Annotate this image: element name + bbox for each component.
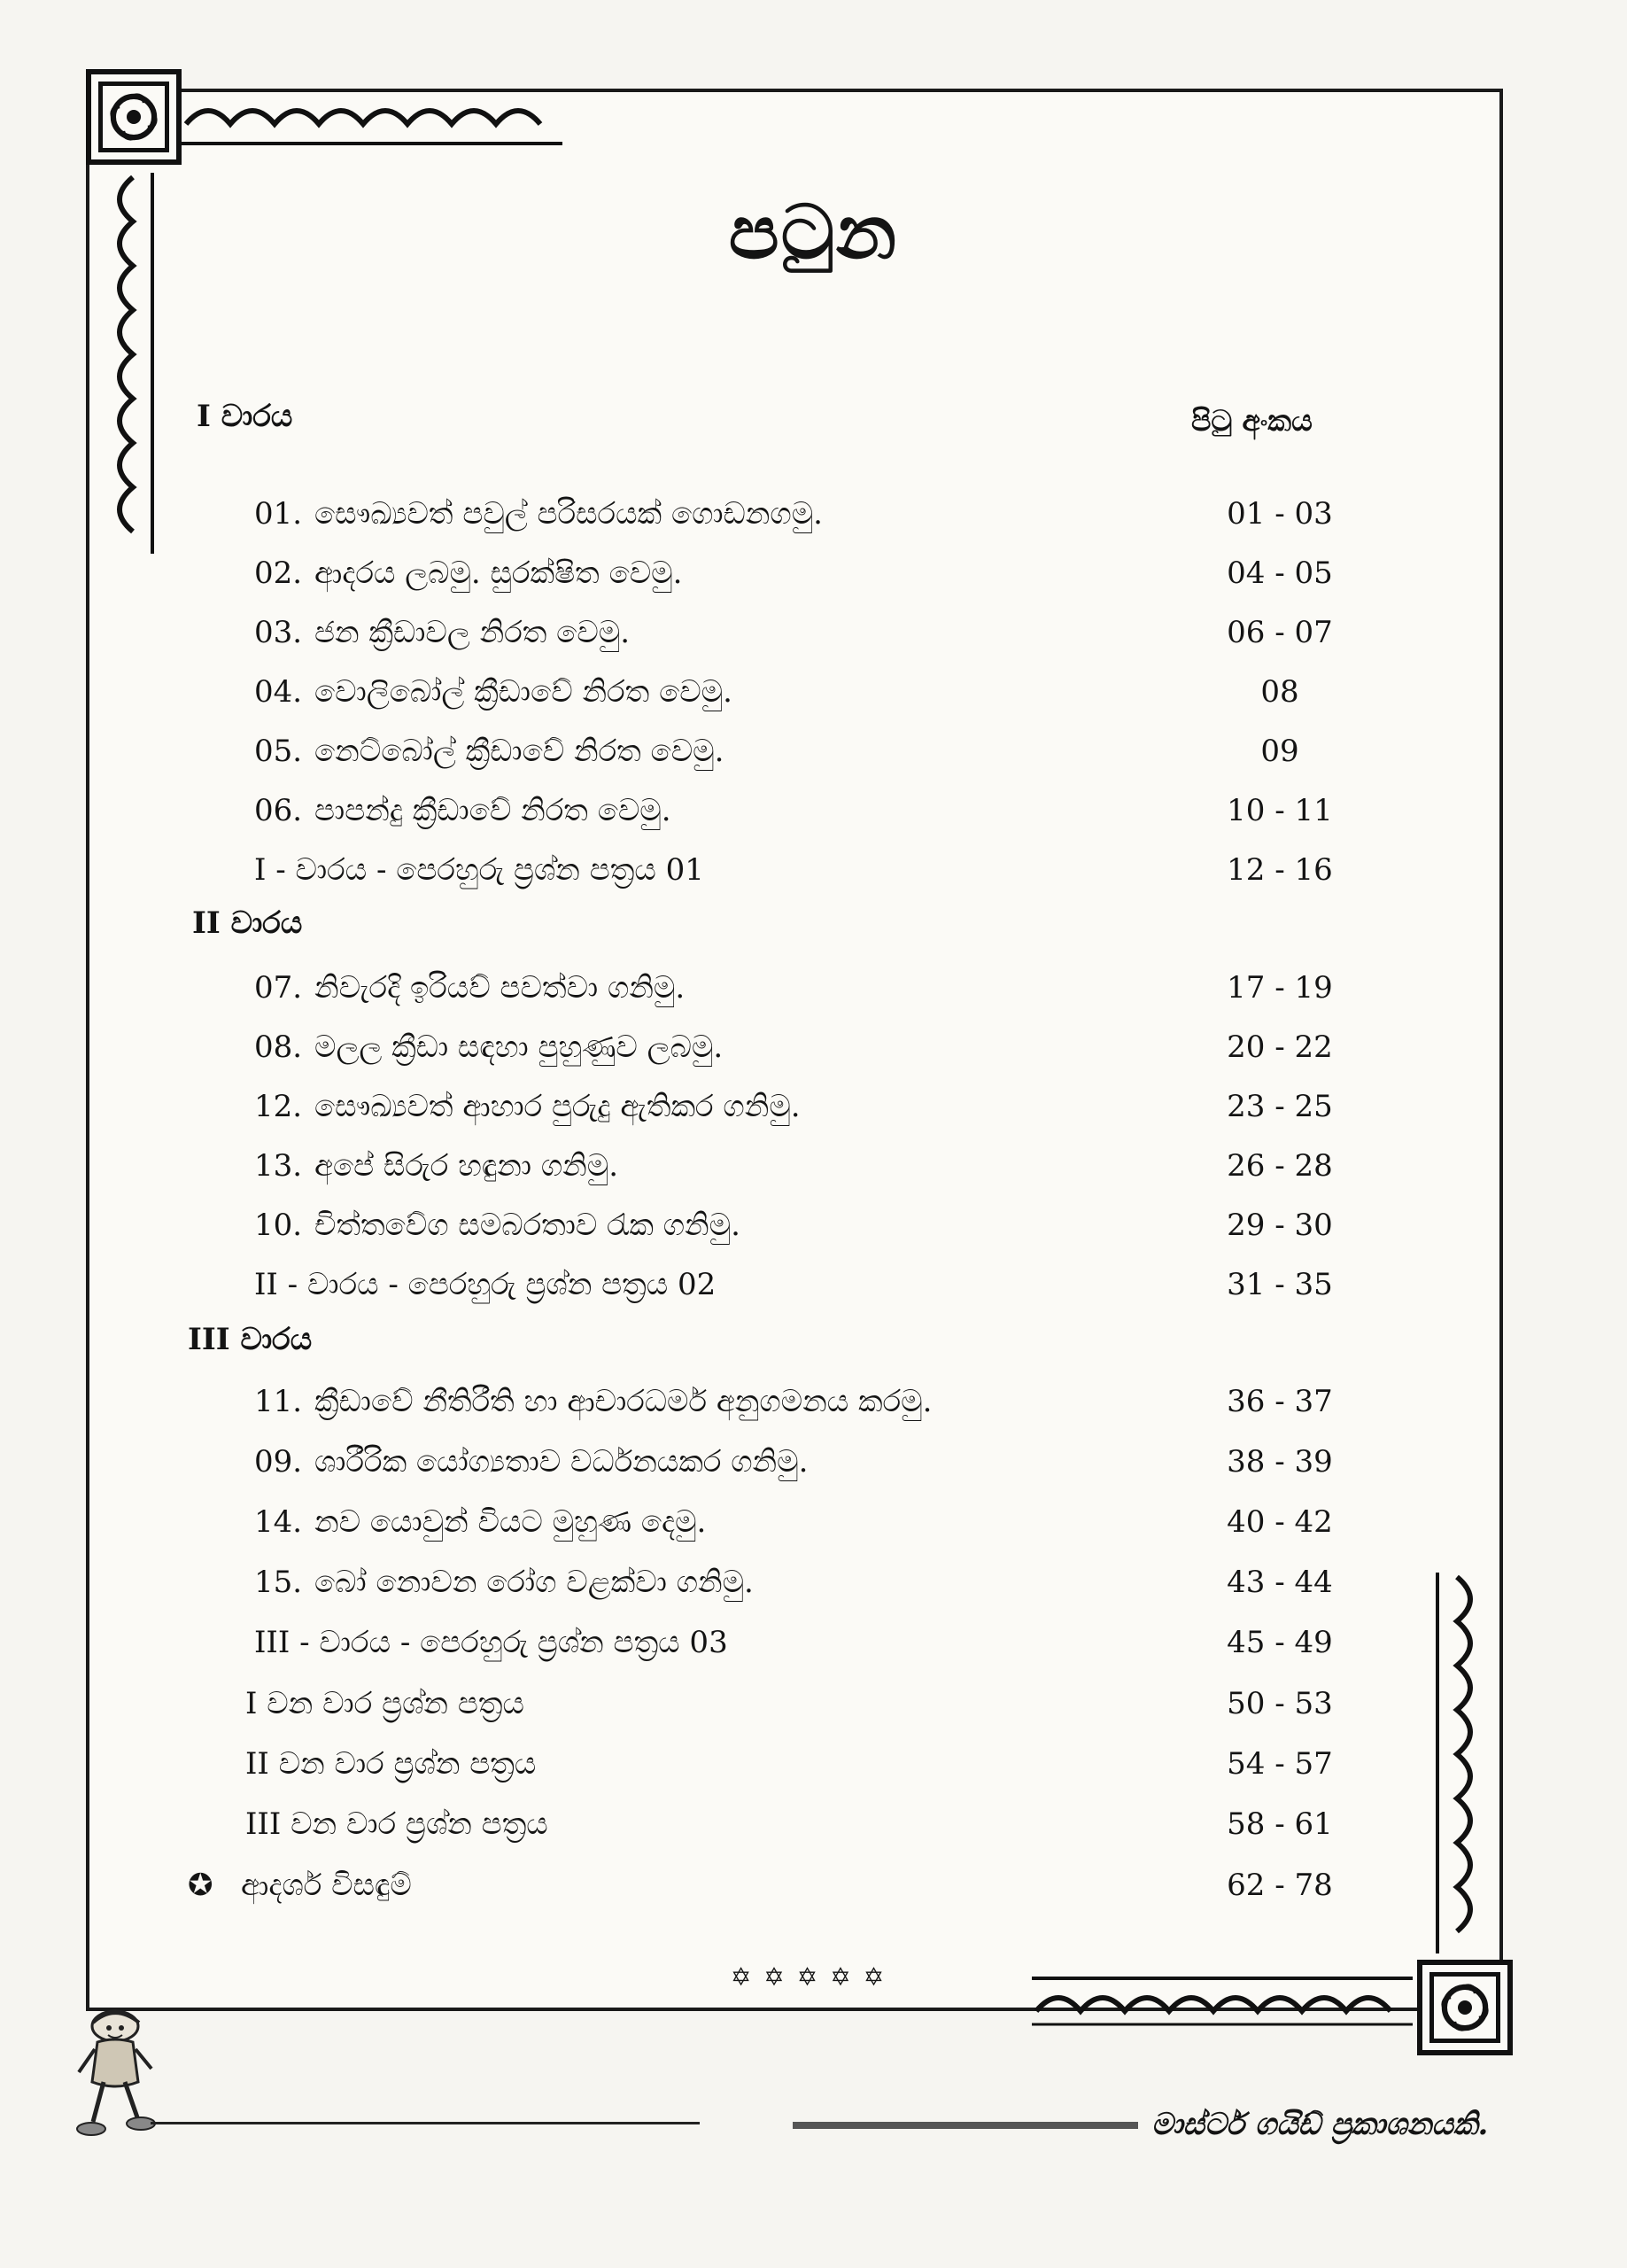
toc-pages: 62 - 78 bbox=[1227, 1868, 1333, 1903]
toc-number: 03. bbox=[254, 615, 303, 650]
toc-pages: 31 - 35 bbox=[1227, 1267, 1333, 1302]
toc-row bbox=[0, 793, 1627, 846]
toc-title: ක්‍රීඩාවේ නීතිරීති හා ආචාරධර්ම අනුගමනය කරමු. bbox=[314, 1384, 933, 1419]
toc-row bbox=[0, 674, 1627, 727]
toc-pages: 20 - 22 bbox=[1227, 1029, 1333, 1065]
section-heading-term-1: I වාරය bbox=[197, 399, 293, 434]
toc-pages: 04 - 05 bbox=[1227, 555, 1333, 591]
toc-number: 01. bbox=[254, 496, 303, 532]
toc-row bbox=[0, 1384, 1627, 1437]
toc-row-practice-paper bbox=[0, 1267, 1627, 1320]
toc-title: මලල ක්‍රීඩා සඳහා පුහුණුව ලබමු. bbox=[314, 1029, 724, 1065]
toc-title: ජන ක්‍රීඩාවල නිරත වෙමු. bbox=[314, 615, 631, 650]
toc-number: 08. bbox=[254, 1029, 303, 1065]
toc-row bbox=[0, 1208, 1627, 1261]
corner-ornament-top-left bbox=[86, 69, 182, 165]
page-number-header: පිටු අංකය bbox=[1191, 403, 1313, 438]
toc-pages: 40 - 42 bbox=[1227, 1504, 1333, 1540]
toc-row bbox=[0, 496, 1627, 549]
toc-title: ආදරය ලබමු. සුරක්ෂිත වෙමු. bbox=[314, 555, 683, 591]
toc-number: 07. bbox=[254, 970, 303, 1006]
toc-number: 05. bbox=[254, 734, 303, 769]
toc-pages: 08 bbox=[1260, 674, 1299, 710]
toc-title: III - වාරය - පෙරහුරු ප්‍රශ්න පත්‍රය 03 bbox=[254, 1625, 728, 1660]
toc-pages: 50 - 53 bbox=[1227, 1686, 1333, 1721]
toc-title: චිත්තවේග සමබරතාව රැක ගනිමු. bbox=[314, 1208, 740, 1243]
toc-pages: 45 - 49 bbox=[1227, 1625, 1333, 1660]
toc-title: ශාරීරික යෝග්‍යතාව වර්ධනයකර ගනිමු. bbox=[314, 1444, 809, 1480]
toc-title: ආදර්ශ විසඳුම් bbox=[241, 1868, 412, 1903]
toc-row bbox=[0, 1089, 1627, 1142]
toc-title: II වන වාර ප්‍රශ්න පත්‍රය bbox=[245, 1746, 537, 1782]
toc-row-practice-paper bbox=[0, 1625, 1627, 1678]
toc-pages: 09 bbox=[1260, 734, 1299, 769]
toc-row bbox=[0, 615, 1627, 668]
toc-row-term-paper bbox=[0, 1746, 1627, 1799]
toc-pages: 36 - 37 bbox=[1227, 1384, 1333, 1419]
toc-row bbox=[0, 970, 1627, 1023]
toc-pages: 29 - 30 bbox=[1227, 1208, 1333, 1243]
toc-row-practice-paper bbox=[0, 852, 1627, 905]
footer-rule-right bbox=[793, 2122, 1138, 2129]
toc-number: 14. bbox=[254, 1504, 303, 1540]
toc-pages: 26 - 28 bbox=[1227, 1148, 1333, 1184]
toc-pages: 58 - 61 bbox=[1227, 1806, 1333, 1842]
toc-row bbox=[0, 1029, 1627, 1083]
toc-pages: 10 - 11 bbox=[1227, 793, 1333, 828]
toc-title: පාපන්දු ක්‍රීඩාවේ නිරත වෙමු. bbox=[314, 793, 671, 828]
scroll-border-top bbox=[182, 89, 562, 151]
toc-title: සෞඛ්‍යවත් ආහාර පුරුදු ඇතිකර ගනිමු. bbox=[314, 1089, 801, 1124]
toc-number: 02. bbox=[254, 555, 303, 591]
toc-title: නෙට්බෝල් ක්‍රීඩාවේ නිරත වෙමු. bbox=[314, 734, 724, 769]
toc-title: නිවැරදි ඉරියව් පවත්වා ගනිමු. bbox=[314, 970, 686, 1006]
toc-title: I - වාරය - පෙරහුරු ප්‍රශ්න පත්‍රය 01 bbox=[254, 852, 704, 888]
toc-title: සෞඛ්‍යවත් පවුල් පරිසරයක් ගොඩනගමු. bbox=[314, 496, 823, 532]
toc-row bbox=[0, 1565, 1627, 1618]
toc-pages: 01 - 03 bbox=[1227, 496, 1333, 532]
toc-pages: 43 - 44 bbox=[1227, 1565, 1333, 1600]
toc-number: 15. bbox=[254, 1565, 303, 1600]
toc-pages: 17 - 19 bbox=[1227, 970, 1333, 1006]
section-heading-term-3: III වාරය bbox=[188, 1322, 313, 1357]
toc-title: I වන වාර ප්‍රශ්න පත්‍රය bbox=[245, 1686, 524, 1721]
toc-row bbox=[0, 734, 1627, 787]
section-heading-term-2: II වාරය bbox=[192, 905, 303, 941]
toc-row bbox=[0, 1444, 1627, 1497]
toc-pages: 06 - 07 bbox=[1227, 615, 1333, 650]
toc-number: 10. bbox=[254, 1208, 303, 1243]
toc-pages: 38 - 39 bbox=[1227, 1444, 1333, 1480]
mascot-illustration bbox=[66, 2007, 159, 2148]
toc-row-term-paper bbox=[0, 1806, 1627, 1860]
footer-rule-left bbox=[151, 2122, 700, 2124]
star-divider: ✡✡✡✡✡ bbox=[730, 1962, 897, 1992]
toc-number: 04. bbox=[254, 674, 303, 710]
toc-row bbox=[0, 1148, 1627, 1201]
toc-row bbox=[0, 1504, 1627, 1557]
toc-number: 06. bbox=[254, 793, 303, 828]
toc-title: නව යොවුන් වියට මුහුණ දෙමු. bbox=[314, 1504, 707, 1540]
toc-row-model-answers bbox=[0, 1868, 1627, 1921]
star-bullet-icon: ✪ bbox=[188, 1868, 213, 1903]
toc-pages: 54 - 57 bbox=[1227, 1746, 1333, 1782]
toc-title: බෝ නොවන රෝග වළක්වා ගනිමු. bbox=[314, 1565, 754, 1600]
toc-title: වොලිබෝල් ක්‍රීඩාවේ නිරත වෙමු. bbox=[314, 674, 732, 710]
page-title: පටුන bbox=[728, 188, 899, 276]
toc-number: 13. bbox=[254, 1148, 303, 1184]
toc-number: 11. bbox=[254, 1384, 303, 1419]
toc-title: II - වාරය - පෙරහුරු ප්‍රශ්න පත්‍රය 02 bbox=[254, 1267, 717, 1302]
toc-title: III වන වාර ප්‍රශ්න පත්‍රය bbox=[245, 1806, 548, 1842]
toc-number: 12. bbox=[254, 1089, 303, 1124]
toc-pages: 23 - 25 bbox=[1227, 1089, 1333, 1124]
publisher-footer: මාස්ටර් ගයිඩ් ප්‍රකාශනයකි. bbox=[1151, 2107, 1489, 2142]
toc-row-term-paper bbox=[0, 1686, 1627, 1739]
toc-number: 09. bbox=[254, 1444, 303, 1480]
toc-pages: 12 - 16 bbox=[1227, 852, 1333, 888]
toc-title: අපේ සිරුර හඳුනා ගනිමු. bbox=[314, 1148, 619, 1184]
toc-row bbox=[0, 555, 1627, 609]
